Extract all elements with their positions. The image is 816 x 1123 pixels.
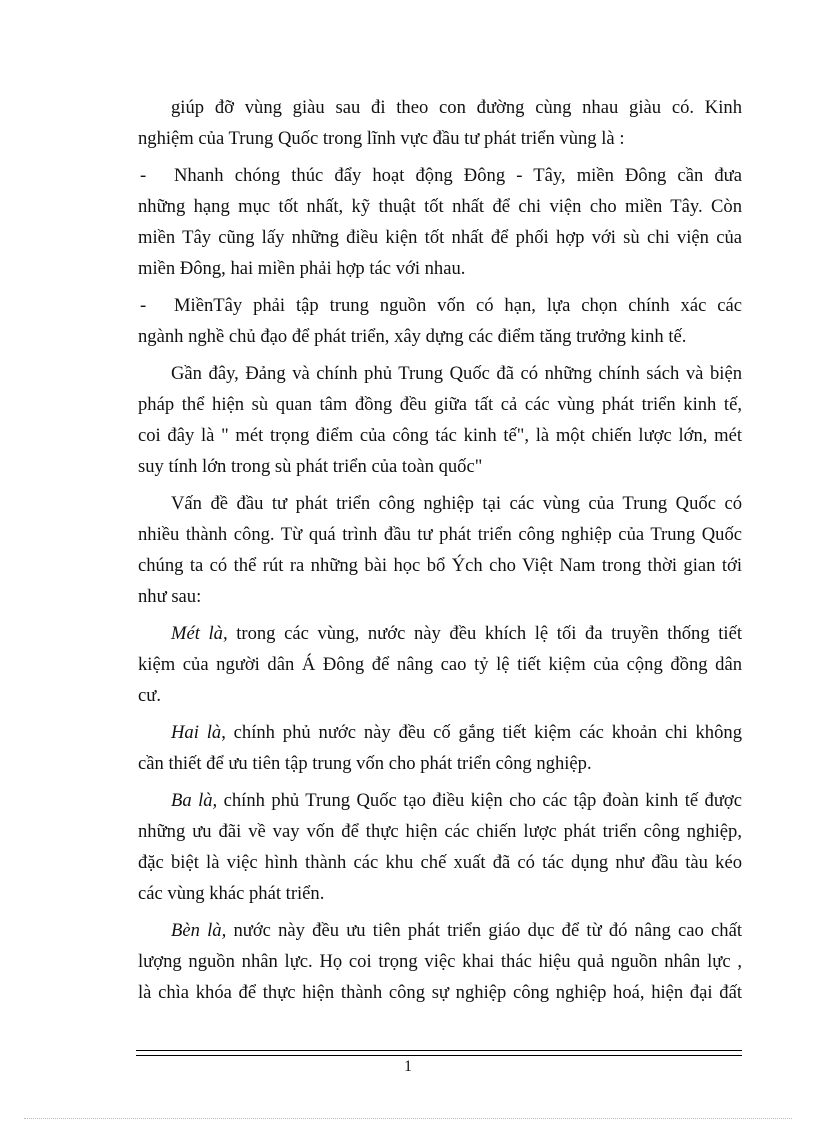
bullet-text: MiềnTây phải tập trung nguồn vốn có hạn, lựa chọn chính xác các — [174, 295, 742, 316]
text-line: miền Đông, hai miền phải hợp tác với nhau. — [138, 258, 466, 279]
footer-double-rule — [136, 1050, 742, 1056]
line-text: chính phủ Trung Quốc tạo điều kiện cho các tập đoàn kinh tế được — [217, 790, 742, 811]
text-line: ngành nghề chủ đạo để phát triển, xây dựng các điểm tăng trưởng kinh tế. — [138, 326, 687, 347]
bullet-paragraph — [138, 160, 742, 284]
text-line — [138, 618, 742, 649]
paragraph — [138, 717, 742, 779]
line-text: nước này đều ưu tiên phát triển giáo dục để từ đó nâng cao chất — [226, 920, 742, 941]
text-line: giúp đỡ vùng giàu sau đi theo con đường cùng nhau giàu có. Kinh — [171, 97, 742, 118]
text-line: lượng nguồn nhân lực. Họ coi trọng việc khai thác hiệu quả nguồn nhân lực , — [138, 951, 742, 972]
text-line: kiệm của người dân Á Đông để nâng cao tỷ lệ tiết kiệm của cộng đồng dân — [138, 654, 742, 675]
text-line: nhiều thành công. Từ quá trình đầu tư phát triển công nghiệp của Trung Quốc — [138, 524, 742, 545]
text-line: pháp thể hiện sù quan tâm đồng đều giữa tất cả các vùng phát triển kinh tế, — [138, 394, 742, 415]
bullet-dash: - — [140, 295, 147, 316]
text-line: các vùng khác phát triển. — [138, 883, 325, 904]
text-line: coi đây là " mét trọng điểm của công tác kinh tế", là một chiến lược lớn, mét — [138, 425, 742, 446]
paragraph — [138, 915, 742, 1008]
line-text: trong các vùng, nước này đều khích lệ tối đa truyền thống tiết — [227, 623, 742, 644]
text-line: Vấn đề đầu tư phát triển công nghiệp tại các vùng của Trung Quốc có — [171, 493, 742, 514]
text-line: là chìa khóa để thực hiện thành công sự nghiệp công nghiệp hoá, hiện đại đất — [138, 982, 742, 1003]
text-line: Gần đây, Đảng và chính phủ Trung Quốc đã có những chính sách và biện — [171, 363, 742, 384]
line-text: , chính phủ nước này đều cố gắng tiết kiệm các khoản chi không — [221, 722, 742, 743]
paragraph — [138, 92, 742, 154]
text-line: suy tính lớn trong sù phát triển của toàn quốc" — [138, 456, 483, 477]
text-line — [138, 717, 742, 748]
lead-phrase: Mét là, — [171, 623, 228, 644]
text-line: cần thiết để ưu tiên tập trung vốn cho phát triển công nghiệp. — [138, 753, 592, 774]
lead-phrase: Bèn là, — [171, 920, 227, 941]
bullet-dash: - — [140, 165, 147, 186]
text-line — [138, 785, 742, 816]
text-line: những hạng mục tốt nhất, kỹ thuật tốt nhất để chi viện cho miền Tây. Còn — [138, 196, 742, 217]
document-body — [138, 92, 742, 1014]
lead-phrase: Ba là, — [171, 790, 218, 811]
lead-phrase: Hai là — [171, 722, 222, 743]
text-line: những ưu đãi về vay vốn để thực hiện các chiến lược phát triển công nghiệp, — [138, 821, 742, 842]
text-line: miền Tây cũng lấy những điều kiện tốt nhất để phối hợp với sù chi viện của — [138, 227, 742, 248]
text-line: cư. — [138, 685, 161, 706]
bullet-text: Nhanh chóng thúc đẩy hoạt động Đông - Tây, miền Đông cần đưa — [174, 165, 742, 186]
bullet-paragraph — [138, 290, 742, 352]
text-line: đặc biệt là việc hình thành các khu chế xuất đã có tác dụng như đầu tàu kéo — [138, 852, 742, 873]
text-line: như sau: — [138, 586, 202, 607]
text-line — [138, 290, 742, 321]
page-boundary-divider — [24, 1118, 792, 1119]
paragraph — [138, 488, 742, 612]
paragraph — [138, 358, 742, 482]
text-line — [138, 915, 742, 946]
paragraph — [138, 785, 742, 909]
page-number: 1 — [404, 1058, 412, 1075]
text-line: nghiệm của Trung Quốc trong lĩnh vực đầu tư phát triển vùng là : — [138, 128, 625, 149]
paragraph — [138, 618, 742, 711]
text-line: chúng ta có thể rút ra những bài học bổ Ých cho Việt Nam trong thời gian tới — [138, 555, 742, 576]
text-line — [138, 160, 742, 191]
